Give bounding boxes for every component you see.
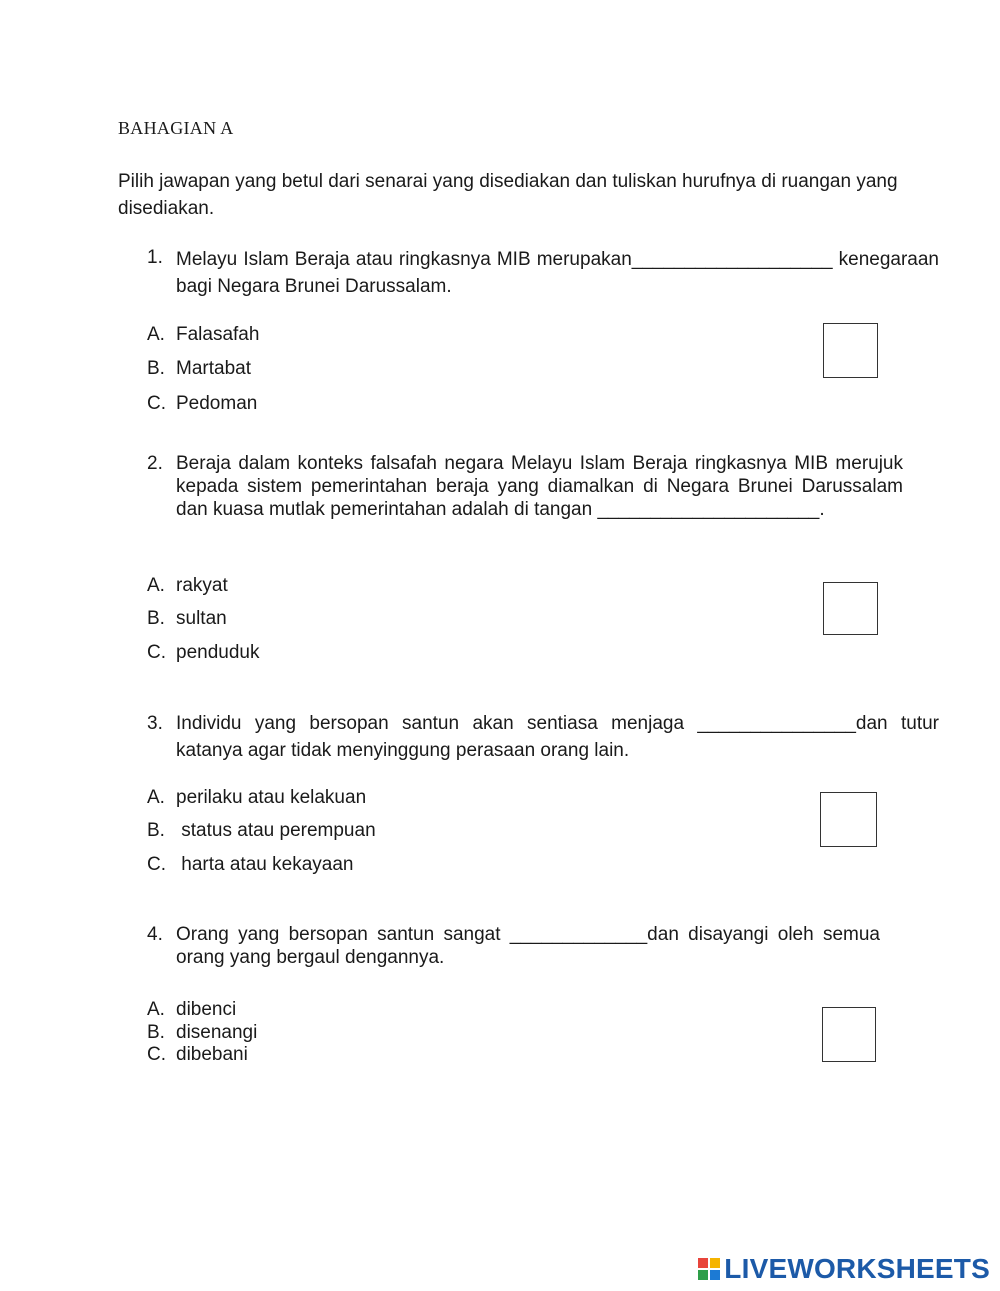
option-letter: C. — [147, 854, 166, 875]
option-letter: A. — [147, 999, 165, 1020]
option-b — [147, 358, 251, 380]
answer-box-4[interactable] — [822, 1007, 876, 1062]
answer-box-1[interactable] — [823, 323, 878, 378]
logo-square — [698, 1270, 708, 1280]
option-text: sultan — [176, 608, 227, 629]
option-letter: A. — [147, 787, 165, 808]
logo-text: LIVEWORKSHEETS — [724, 1253, 990, 1284]
option-text: Falasafah — [176, 324, 260, 345]
option-c — [147, 642, 259, 664]
option-a — [147, 787, 366, 809]
answer-box-3[interactable] — [820, 792, 877, 847]
instruction-text: Pilih jawapan yang betul dari senarai yang disediakan dan tuliskan hurufnya di ruangan yang disediakan. — [118, 171, 898, 219]
liveworksheets-logo[interactable] — [698, 1253, 990, 1285]
question-text: Individu yang bersopan santun akan sentiasa menjaga _______________dan tutur katanya agar tidak menyinggung perasaan orang lain. — [176, 713, 939, 761]
option-letter: B. — [147, 820, 165, 841]
option-b — [147, 608, 227, 630]
option-b — [147, 820, 376, 842]
option-a — [147, 999, 236, 1021]
option-b — [147, 1022, 257, 1044]
option-text: disenangi — [176, 1022, 258, 1043]
section-title: BAHAGIAN A — [118, 118, 234, 138]
question-text: Orang yang bersopan santun sangat _____________dan disayangi oleh semua orang yang bergaul dengannya. — [176, 924, 880, 968]
answer-box-2[interactable] — [823, 582, 878, 635]
option-text: rakyat — [176, 575, 228, 596]
option-a — [147, 575, 228, 597]
question-4 — [147, 923, 939, 969]
question-3 — [147, 710, 939, 764]
option-a — [147, 324, 259, 346]
question-number: 2. — [147, 453, 163, 474]
option-text: dibebani — [176, 1044, 248, 1065]
option-letter: B. — [147, 1022, 165, 1043]
option-text: harta atau kekayaan — [176, 854, 354, 875]
question-2 — [147, 452, 939, 521]
logo-square — [710, 1270, 720, 1280]
option-text: perilaku atau kelakuan — [176, 787, 367, 808]
option-text: dibenci — [176, 999, 237, 1020]
option-text: penduduk — [176, 642, 260, 663]
option-letter: B. — [147, 358, 165, 379]
option-letter: A. — [147, 575, 165, 596]
option-text: Pedoman — [176, 393, 258, 414]
question-1 — [147, 246, 939, 300]
question-text: Melayu Islam Beraja atau ringkasnya MIB merupakan___________________ kenegaraan bagi Negara Brunei Darussalam. — [176, 249, 939, 297]
option-c — [147, 1044, 248, 1066]
question-number: 3. — [147, 713, 163, 734]
option-letter: C. — [147, 642, 166, 663]
logo-square — [698, 1258, 708, 1268]
question-number: 4. — [147, 924, 163, 945]
logo-mark-icon — [698, 1258, 720, 1280]
option-letter: C. — [147, 1044, 166, 1065]
option-c — [147, 393, 257, 415]
option-c — [147, 854, 353, 876]
option-letter: C. — [147, 393, 166, 414]
option-text: status atau perempuan — [176, 820, 376, 841]
option-letter: B. — [147, 608, 165, 629]
option-text: Martabat — [176, 358, 251, 379]
question-number: 1. — [147, 247, 163, 268]
option-letter: A. — [147, 324, 165, 345]
logo-square — [710, 1258, 720, 1268]
question-text: Beraja dalam konteks falsafah negara Melayu Islam Beraja ringkasnya MIB merujuk kepada sistem pemerintahan beraja yang diamalkan di Negara Brunei Darussalam dan kuasa mutlak pemerintahan adalah di tangan _____________________. — [176, 453, 903, 520]
